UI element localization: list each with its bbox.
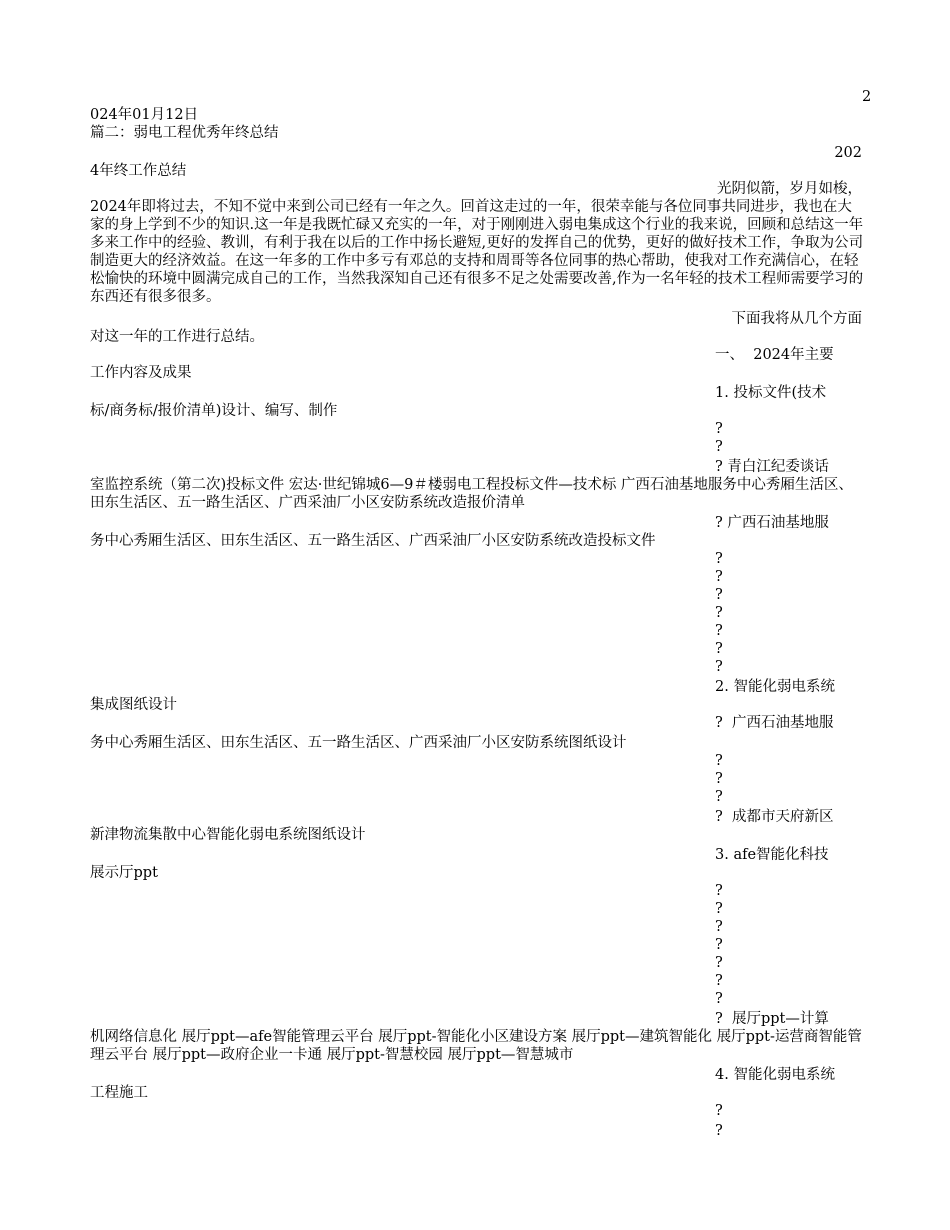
bullet-item-3-text: 务中心秀厢生活区、田东生活区、五一路生活区、广西采油厂小区安防系统图纸设计 bbox=[90, 735, 627, 751]
bullet-marker: ? bbox=[715, 605, 723, 621]
bullet-marker: ? bbox=[715, 973, 723, 989]
subheading-1: 1. 投标文件(技术 bbox=[715, 385, 827, 401]
bullet-marker: ? bbox=[715, 1103, 723, 1119]
bullet-marker: ? bbox=[715, 641, 723, 657]
bullet-marker: ? bbox=[715, 421, 723, 437]
bullet-marker: ? bbox=[715, 587, 723, 603]
bullet-marker: ? bbox=[715, 753, 723, 769]
subheading-4: 4. 智能化弱电系统 bbox=[715, 1067, 835, 1083]
bullet-marker: ? bbox=[715, 1123, 723, 1139]
bullet-marker: ? bbox=[715, 901, 723, 917]
bullet-marker: ? bbox=[715, 789, 723, 805]
bullet-item-5-text: 机网络信息化 展厅ppt—afe智能管理云平台 展厅ppt-智能化小区建设方案 展厅ppt—建筑智能化 展厅ppt-运营商智能管理云平台 展厅ppt—政府企业一卡通 展厅ppt-智慧校园 展厅ppt—智慧城市 bbox=[90, 1029, 862, 1063]
intro-paragraph: 2024年即将过去，不知不觉中来到公司已经有一年之久。回首这走过的一年，很荣幸能与各位同事共同进步，我也在大家的身上学到不少的知识.这一年是我既忙碌又充实的一年，对于刚刚进入弱电集成这个行业的我来说，回顾和总结这一年多来工作中的经验、教训，有利于我在以后的工作中扬长避短,更好的发挥自己的优势，更好的做好技术工作，争取为公司制造更大的经济效益。在这一年多的工作中多亏有邓总的支持和周哥等各位同事的热心帮助，使我对工作充满信心，在轻松愉快的环境中圆满完成自己的工作，当然我深知自己还有很多不足之处需要改善,作为一名年轻的技术工程师需要学习的东西还有很多很多。 bbox=[90, 199, 864, 305]
bullet-item-1: ? 青白江纪委谈话 bbox=[715, 459, 829, 475]
bullet-marker: ? bbox=[715, 551, 723, 567]
bullet-marker: ? bbox=[715, 955, 723, 971]
section-title: 篇二：弱电工程优秀年终总结 bbox=[90, 125, 279, 141]
bullet-marker: ? bbox=[715, 771, 723, 787]
bullet-item-2: ? 广西石油基地服 bbox=[715, 515, 829, 531]
subheading-3: 3. afe智能化科技 bbox=[715, 847, 829, 863]
summary-lead: 下面我将从几个方面 bbox=[731, 311, 862, 327]
subheading-3-cont: 展示厅ppt bbox=[90, 865, 158, 881]
year-fragment: 202 bbox=[834, 145, 862, 161]
bullet-marker: ? bbox=[715, 919, 723, 935]
bullet-marker: ? bbox=[715, 883, 723, 899]
subheading-2-cont: 集成图纸设计 bbox=[90, 697, 177, 713]
heading-1: 一、 2024年主要 bbox=[715, 347, 834, 363]
bullet-item-2-text: 务中心秀厢生活区、田东生活区、五一路生活区、广西采油厂小区安防系统改造投标文件 bbox=[90, 533, 656, 549]
subheading-2: 2. 智能化弱电系统 bbox=[715, 679, 835, 695]
summary-lead-cont: 对这一年的工作进行总结。 bbox=[90, 329, 264, 345]
bullet-marker: ? bbox=[715, 439, 723, 455]
bullet-marker: ? bbox=[715, 569, 723, 585]
bullet-item-3: ? 广西石油基地服 bbox=[715, 715, 834, 731]
bullet-marker: ? bbox=[715, 659, 723, 675]
bullet-item-4-text: 新津物流集散中心智能化弱电系统图纸设计 bbox=[90, 827, 366, 843]
subheading-4-cont: 工程施工 bbox=[90, 1085, 148, 1101]
bullet-marker: ? bbox=[715, 937, 723, 953]
heading-1-cont: 工作内容及成果 bbox=[90, 365, 192, 381]
page-number: 2 bbox=[862, 89, 872, 105]
bullet-item-5: ? 展厅ppt—计算 bbox=[715, 1011, 829, 1027]
bullet-marker: ? bbox=[715, 623, 723, 639]
report-title: 4年终工作总结 bbox=[90, 163, 187, 179]
bullet-marker: ? bbox=[715, 991, 723, 1007]
bullet-item-4: ? 成都市天府新区 bbox=[715, 809, 834, 825]
intro-opening: 光阴似箭，岁月如梭， bbox=[717, 181, 862, 197]
subheading-1-cont: 标/商务标/报价清单)设计、编写、制作 bbox=[90, 403, 338, 419]
date-line: 024年01月12日 bbox=[90, 107, 199, 123]
bullet-item-1-text: 室监控系统（第二次)投标文件 宏达·世纪锦城6—9＃楼弱电工程投标文件—技术标 广西石油基地服务中心秀厢生活区、田东生活区、五一路生活区、广西采油厂小区安防系统改造报价清单 bbox=[90, 477, 853, 511]
